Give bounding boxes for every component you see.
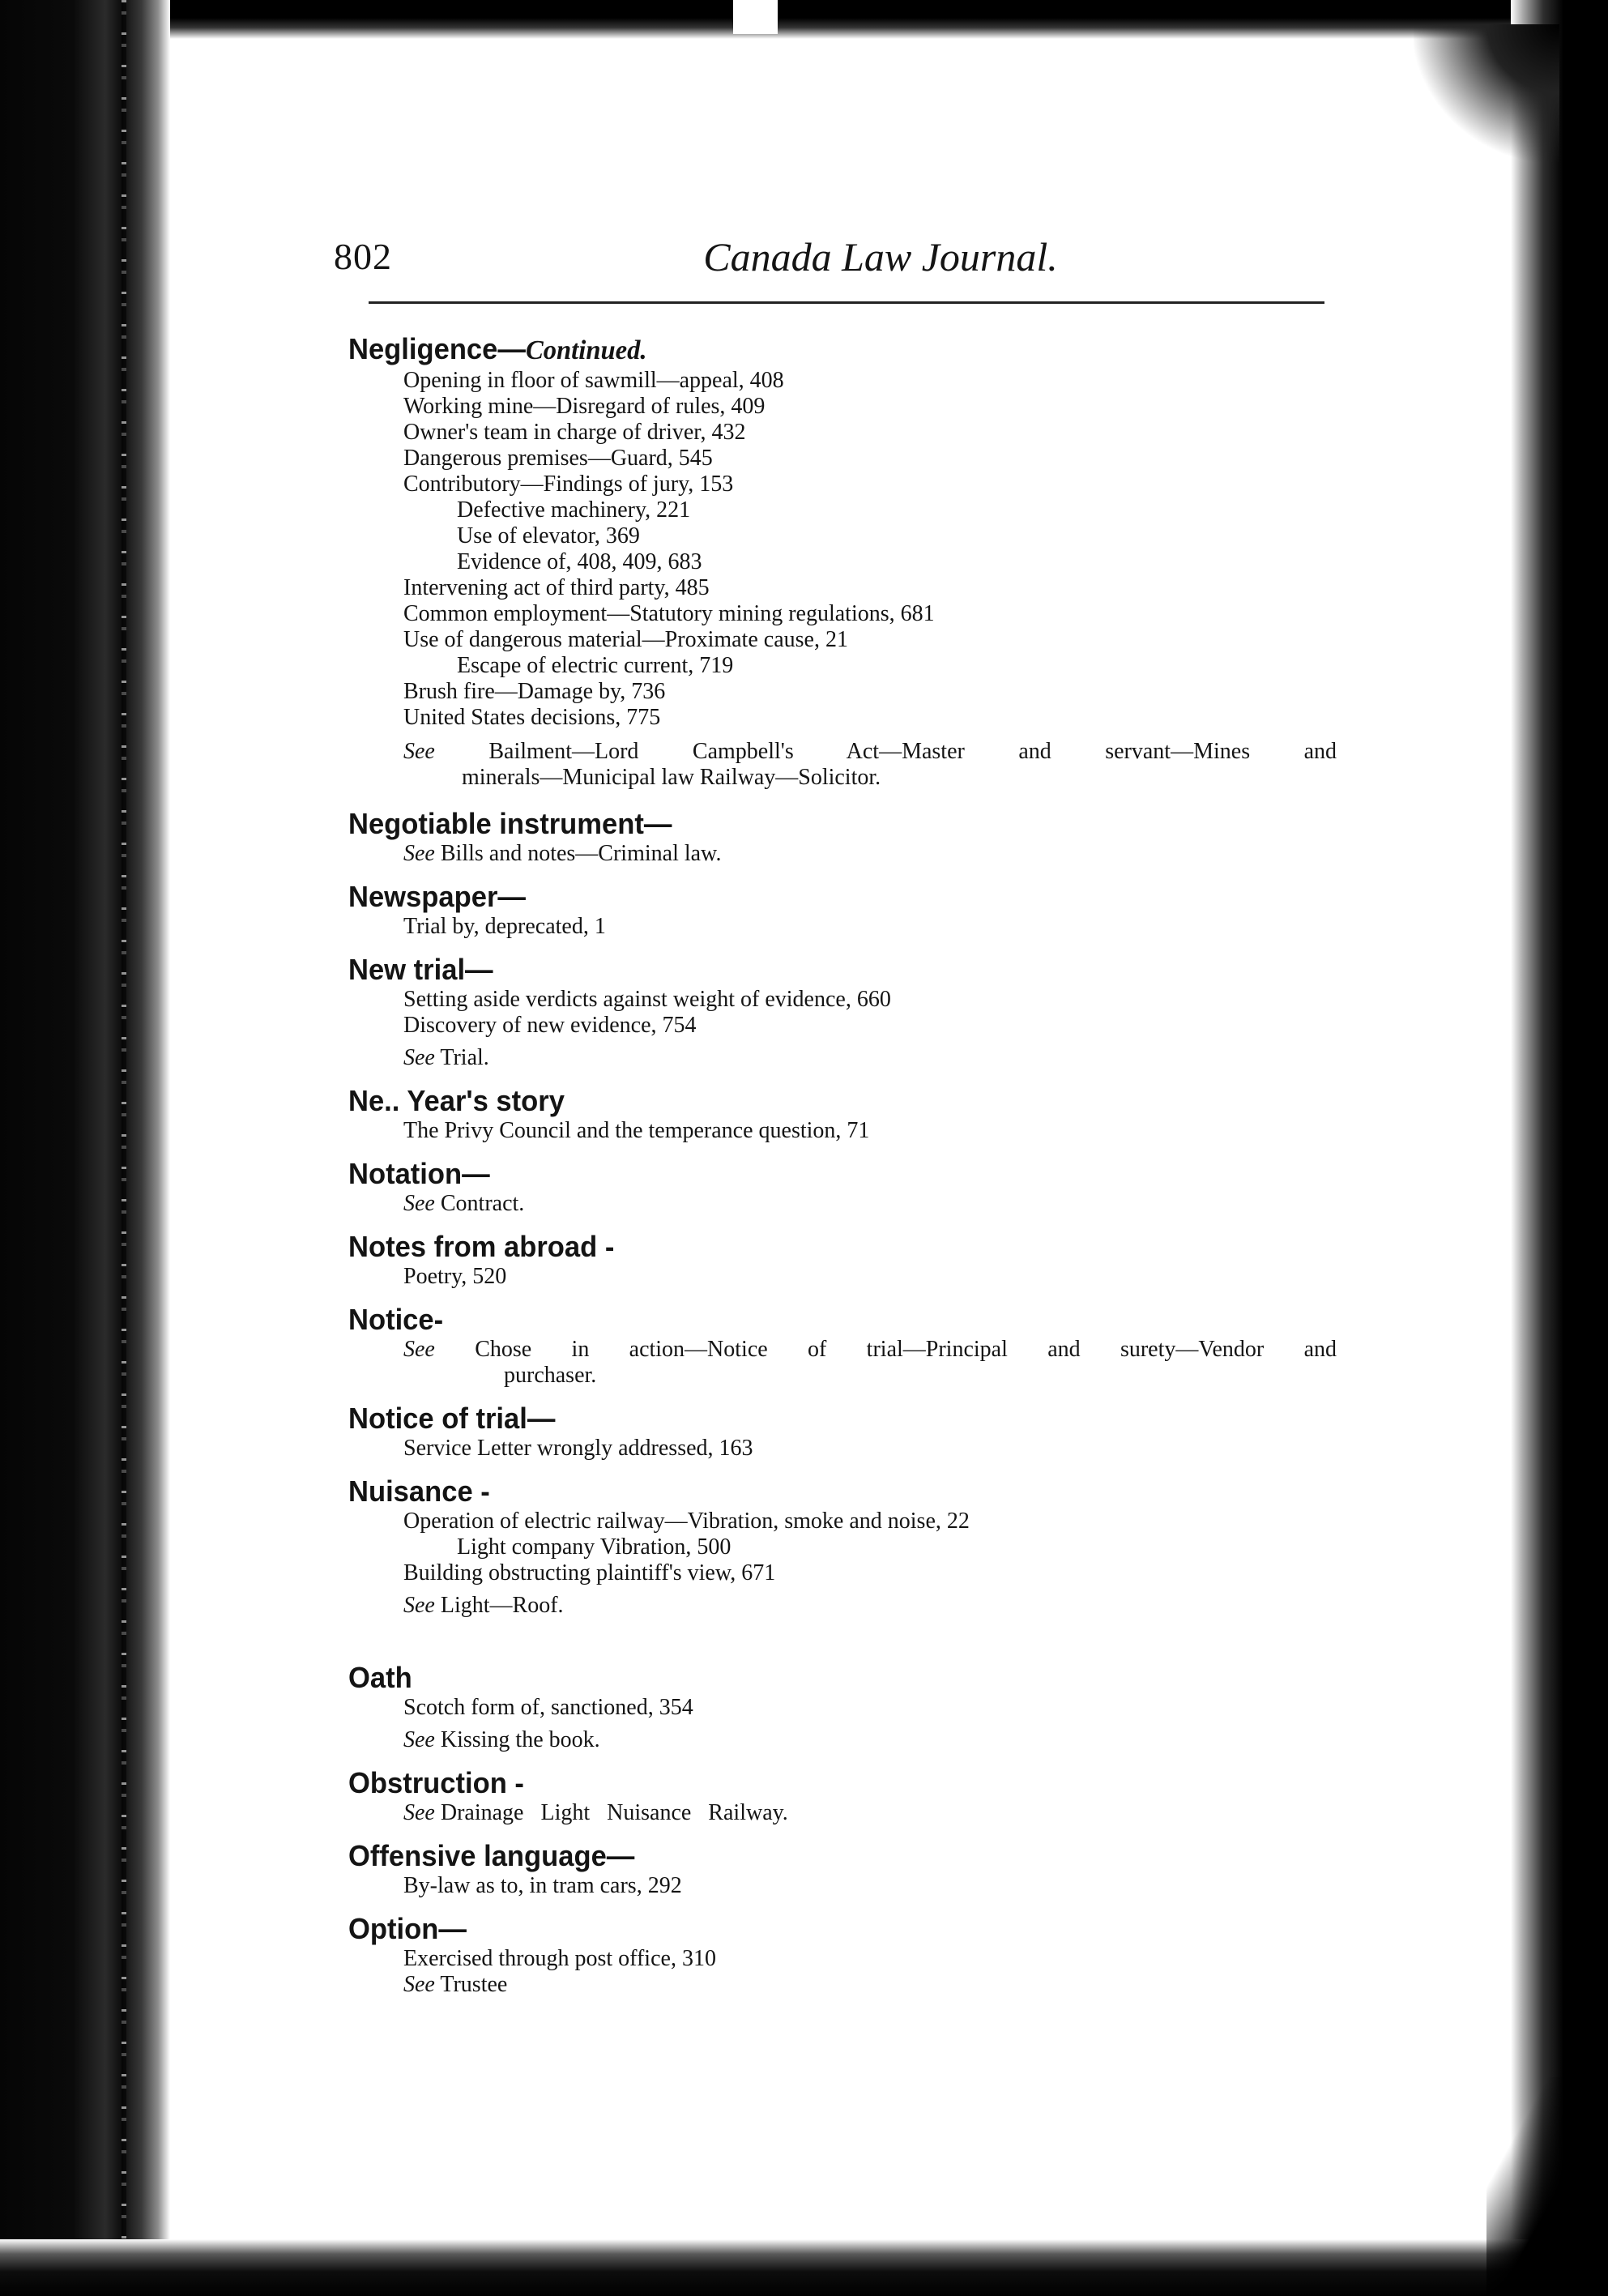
see-label: See [403,1972,435,1997]
journal-title: Canada Law Journal. [703,234,1058,280]
see-also-text: Bailment—Lord Campbell's Act—Master and servant—Mines and [488,739,1337,764]
see-label: See [403,1727,435,1752]
index-entry-nuisance [348,1474,1337,1619]
entry-line: Evidence of, 408, 409, 683 [457,549,702,574]
entry-heading: Option— [348,1912,467,1945]
see-also [348,1337,1337,1389]
index-entry-new-trial [348,953,1337,1071]
entry-line: Defective machinery, 221 [457,497,691,523]
see-also [348,1593,1337,1619]
index-entry-notes-from-abroad [348,1230,1337,1290]
index-entry-notice-of-trial [348,1402,1337,1462]
index-entry-option [348,1912,1337,1998]
entry-heading: Oath [348,1661,412,1694]
continued-label: Continued. [525,335,647,365]
entry-heading: Nuisance - [348,1474,490,1508]
index-entry-notice [348,1303,1337,1389]
entry-heading: Notice of trial— [348,1402,556,1435]
entry-line: United States decisions, 775 [403,705,661,730]
entry-line: Discovery of new evidence, 754 [403,1013,697,1038]
see-also-text: Drainage Light Nuisance Railway. [440,1800,788,1825]
entry-line: The Privy Council and the temperance question, 71 [403,1118,870,1143]
index-list [348,332,1337,2011]
see-also-text: Trial. [440,1045,489,1070]
entry-line: Dangerous premises—Guard, 545 [403,446,713,471]
entry-line: Trial by, deprecated, 1 [403,914,606,939]
entry-heading-text: Negligence— [348,332,526,365]
see-also [348,1727,1337,1753]
entry-line: By-law as to, in tram cars, 292 [403,1873,682,1898]
entry-line: Common employment—Statutory mining regulations, 681 [403,601,935,626]
see-also-text: purchaser. [504,1363,597,1388]
entry-line: Scotch form of, sanctioned, 354 [403,1695,693,1720]
see-also [348,1972,1337,1998]
index-entry-negligence [348,332,1337,791]
entry-line: Intervening act of third party, 485 [403,575,710,600]
see-also [348,841,1337,867]
entry-heading: Notation— [348,1157,490,1190]
entry-line: Building obstructing plaintiff's view, 671 [403,1560,776,1585]
see-also-text: Contract. [440,1191,525,1216]
entry-heading: Negotiable instrument— [348,807,672,840]
entry-line: Operation of electric railway—Vibration, smoke and noise, 22 [403,1509,970,1534]
see-also [348,1800,1337,1826]
entry-line: Contributory—Findings of jury, 153 [403,472,734,497]
see-label: See [403,1045,435,1070]
see-label: See [403,739,435,764]
entry-heading [348,332,1297,368]
see-also [348,1045,1337,1071]
entry-line: Poetry, 520 [403,1264,507,1289]
see-also [348,739,1337,791]
index-entry-negotiable-instrument [348,807,1337,867]
see-also-text: Chose in action—Notice of trial—Principal and surety—Vendor and [475,1337,1337,1362]
entry-line: Exercised through post office, 310 [403,1946,716,1971]
entry-line: Use of elevator, 369 [457,523,640,548]
index-entry-newspaper [348,880,1337,940]
see-also [348,1191,1337,1217]
entry-line: Service Letter wrongly addressed, 163 [403,1436,753,1461]
index-entry-new-years-story [348,1084,1337,1144]
entry-heading: Notes from abroad - [348,1230,615,1263]
see-label: See [403,841,435,866]
entry-line: Brush fire—Damage by, 736 [403,679,666,704]
entry-line: Use of dangerous material—Proximate cause, 21 [403,627,848,652]
entry-line: Light company Vibration, 500 [457,1534,731,1560]
entry-line: Escape of electric current, 719 [457,653,734,678]
header-rule [369,301,1324,304]
entry-line: Owner's team in charge of driver, 432 [403,420,746,445]
see-also-line [403,739,1337,765]
running-head [334,235,1330,284]
page-number: 802 [334,236,392,277]
entry-line: Setting aside verdicts against weight of evidence, 660 [403,987,891,1012]
entry-heading: Newspaper— [348,880,526,913]
see-also-text: Light—Roof. [440,1593,564,1618]
entry-heading: Offensive language— [348,1839,635,1872]
entry-line: Working mine—Disregard of rules, 409 [403,394,766,419]
see-label: See [403,1800,435,1825]
entry-heading: Obstruction - [348,1766,524,1799]
entry-heading: Ne.. Year's story [348,1084,565,1117]
entry-heading: Notice- [348,1303,444,1336]
see-label: See [403,1337,435,1362]
index-entry-obstruction [348,1766,1337,1826]
index-entry-notation [348,1157,1337,1217]
index-entry-oath [348,1661,1337,1753]
see-also-text: Trustee [440,1972,508,1997]
see-also-line [403,1337,1337,1363]
see-label: See [403,1593,435,1618]
see-label: See [403,1191,435,1216]
entry-heading: New trial— [348,953,493,986]
see-also-text: Kissing the book. [440,1727,600,1752]
see-also-text: Bills and notes—Criminal law. [440,841,722,866]
index-entry-offensive-language [348,1839,1337,1899]
see-also-text: minerals—Municipal law Railway—Solicitor. [462,765,881,790]
entry-line: Opening in floor of sawmill—appeal, 408 [403,368,784,393]
